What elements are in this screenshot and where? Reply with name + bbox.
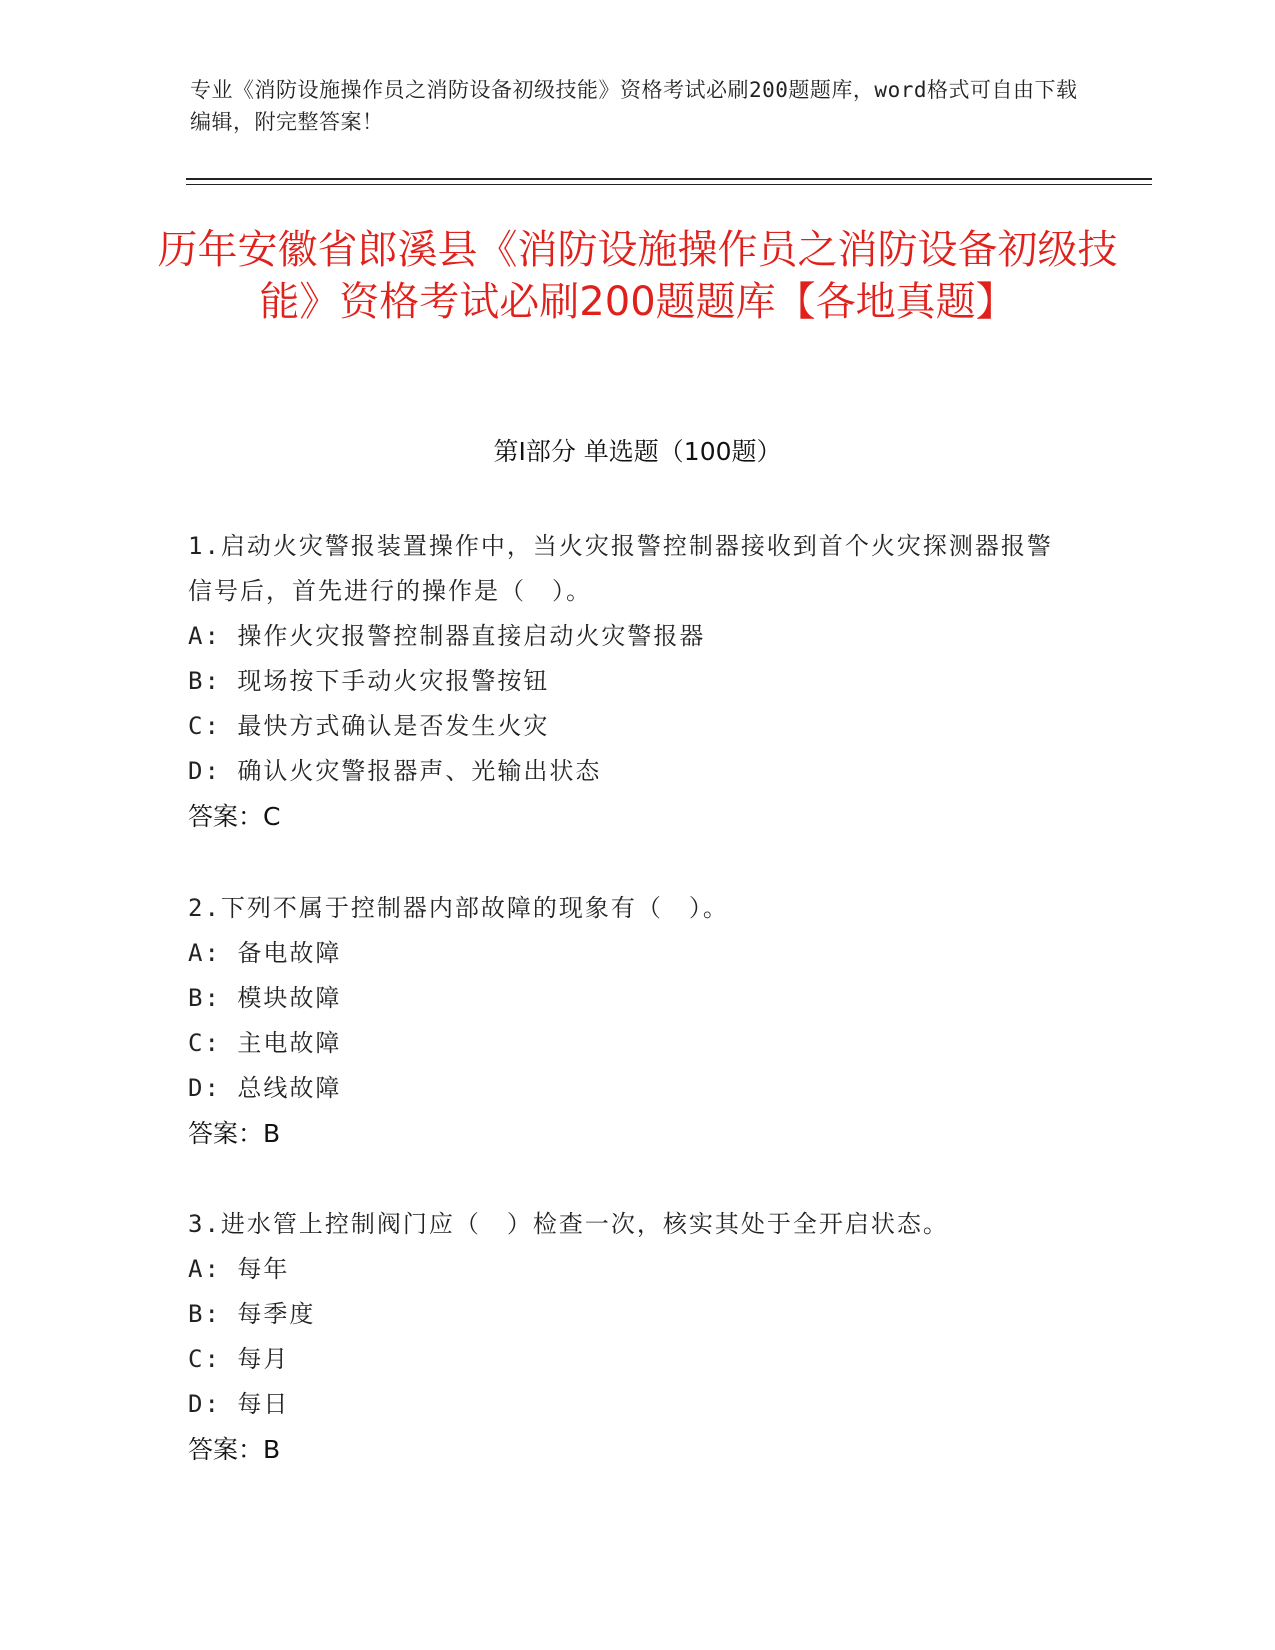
option-b: B: 每季度 — [188, 1300, 316, 1328]
option-d: D: 确认火灾警报器声、光输出状态 — [188, 757, 602, 785]
answer: 答案：C — [188, 802, 281, 831]
header-divider-thin — [186, 184, 1152, 185]
option-c: C: 最快方式确认是否发生火灾 — [188, 712, 550, 740]
option-a: A: 每年 — [188, 1255, 290, 1283]
option-a: A: 备电故障 — [188, 939, 342, 967]
document-title: 历年安徽省郎溪县《消防设施操作员之消防设备初级技能》资格考试必刷200题题库【各地真题】 — [157, 227, 1118, 325]
answer: 答案：B — [188, 1119, 281, 1148]
header-note: 专业《消防设施操作员之消防设备初级技能》资格考试必刷200题题库，word格式可自由下载编辑，附完整答案！ — [190, 78, 1078, 134]
option-d: D: 每日 — [188, 1390, 290, 1418]
section-heading: 第Ⅰ部分 单选题（100题） — [493, 437, 782, 466]
option-b: B: 模块故障 — [188, 984, 342, 1012]
question-2 — [188, 886, 1078, 1156]
header-divider-thick — [186, 178, 1152, 180]
option-c: C: 主电故障 — [188, 1029, 342, 1057]
option-a: A: 操作火灾报警控制器直接启动火灾警报器 — [188, 622, 706, 650]
option-c: C: 每月 — [188, 1345, 290, 1373]
option-b: B: 现场按下手动火灾报警按钮 — [188, 667, 550, 695]
answer: 答案：B — [188, 1435, 281, 1464]
question-stem: 2.下列不属于控制器内部故障的现象有（ ）。 — [188, 894, 729, 922]
question-stem: 1.启动火灾警报装置操作中，当火灾报警控制器接收到首个火灾探测器报警信号后，首先进行的操作是（ ）。 — [188, 532, 1053, 605]
question-stem: 3.进水管上控制阀门应（ ）检查一次，核实其处于全开启状态。 — [188, 1210, 949, 1238]
question-1 — [188, 524, 1078, 839]
question-3 — [188, 1202, 1078, 1472]
option-d: D: 总线故障 — [188, 1074, 342, 1102]
